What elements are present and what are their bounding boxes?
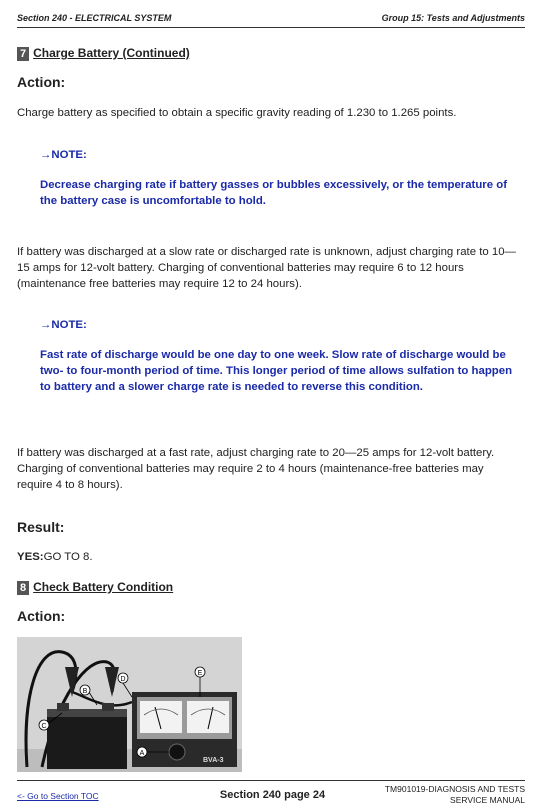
step-8-number: 8 (17, 581, 29, 595)
yes-text: GO TO 8. (43, 551, 93, 563)
callout-c: C (41, 723, 47, 730)
callout-d: D (120, 676, 126, 683)
manual-title (385, 784, 525, 806)
group-title: Group 15: Tests and Adjustments (381, 13, 525, 23)
note-2-text: Fast rate of discharge would be one day to one week. Slow rate of discharge would be two- to four-month period of time. This longer period of time allows sulfation to happen to battery and a slower charge rate is needed to reverse this condition. (40, 349, 513, 393)
step-8-title: Check Battery Condition (33, 580, 174, 594)
note-2-label: →NOTE: (40, 319, 87, 331)
step-7-number: 7 (17, 47, 29, 61)
step-7-action-label: Action: (17, 74, 66, 90)
battery-tester-photo (17, 637, 242, 772)
page-number: Section 240 page 24 (219, 789, 326, 801)
note-1-text: Decrease charging rate if battery gasses or bubbles excessively, or the temperature of the battery case is uncomfortable to hold. (40, 179, 507, 207)
footer-divider (17, 780, 525, 781)
step-8-action-label: Action: (17, 608, 66, 624)
step-7-paragraph-1: Charge battery as specified to obtain a specific gravity reading of 1.230 to 1.265 points. (17, 107, 457, 119)
manual-title-line-1: TM901019-DIAGNOSIS AND TESTS (384, 784, 525, 794)
yes-label: YES: (17, 551, 44, 563)
step-7-title: Charge Battery (Continued) (33, 46, 190, 60)
page-header (17, 10, 525, 28)
section-title: Section 240 - ELECTRICAL SYSTEM (17, 13, 172, 23)
step-8-heading (17, 580, 173, 595)
callout-a: A (139, 750, 145, 757)
callout-b: B (82, 688, 88, 695)
step-7-paragraph-3: If battery was discharged at a fast rate, adjust charging rate to 20—25 amps for 12-volt battery. Charging of conventional batteries may require 2 to 4 hours (maintenance-free batteries may require 4 to 8 hours). (17, 447, 495, 491)
result-label: Result: (17, 519, 65, 535)
result-yes-line (17, 551, 93, 563)
step-7-paragraph-2: If battery was discharged at a slow rate or discharged rate is unknown, adjust charging rate to 10—15 amps for 12-volt battery. Charging of conventional batteries may require 6 to 12 hours (maintenance free batteries may require 12 to 24 hours). (17, 246, 516, 290)
go-to-section-toc-link[interactable]: <- Go to Section TOC (17, 791, 99, 801)
manual-title-line-2: SERVICE MANUAL (450, 795, 525, 805)
step-7-heading (17, 46, 190, 61)
tester-label: BVA-3 (203, 757, 224, 764)
note-1-label: →NOTE: (40, 149, 87, 161)
battery-tester-illustration (17, 637, 242, 772)
callout-e: E (197, 670, 203, 677)
